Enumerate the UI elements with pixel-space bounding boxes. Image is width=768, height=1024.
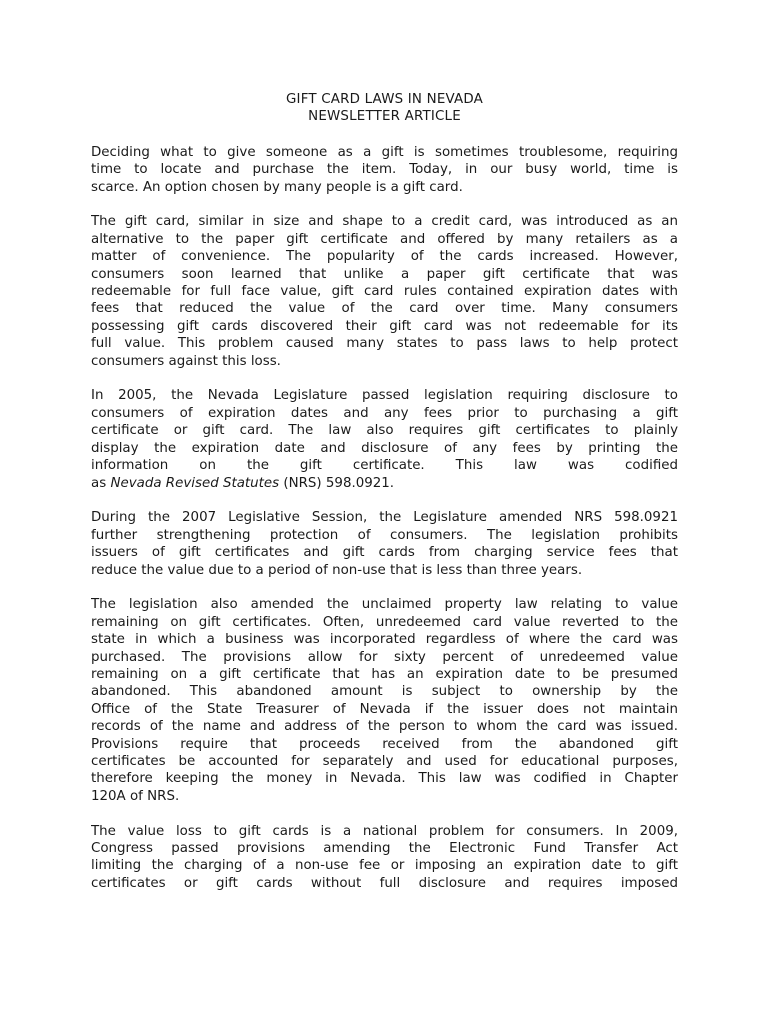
paragraph [91,509,678,579]
text-line: Congress passed provisions amending the Electronic Fund Transfer Act [91,840,678,856]
text-line: records of the name and address of the person to whom the card was issued. [91,719,678,735]
paragraph [91,387,678,491]
text-fragment: as [91,475,111,491]
text-line: certificate or gift card. The law also requires gift certificates to plainly [91,423,678,439]
text-line: limiting the charging of a non-use fee or imposing an expiration date to gift [91,858,678,874]
text-line: remaining on a gift certificate that has an expiration date to be presumed [91,666,678,682]
paragraph [91,596,678,805]
text-line: state in which a business was incorporated regardless of where the card was [91,632,678,648]
text-line: redeemable for full face value, gift card rules contained expiration dates with [91,284,678,300]
text-line: Office of the State Treasurer of Nevada if the issuer does not maintain [91,701,678,717]
text-line: certificates be accounted for separately and used for educational purposes, [91,753,678,769]
text-line: display the expiration date and disclosure of any fees by printing the [91,440,678,456]
title-line-2: NEWSLETTER ARTICLE [308,109,461,125]
text-line: further strengthening protection of consumers. The legislation prohibits [91,527,678,543]
text-line: The gift card, similar in size and shape to a credit card, was introduced as an [91,214,678,230]
text-line: reduce the value due to a period of non-use that is less than three years. [91,562,583,578]
text-line: abandoned. This abandoned amount is subject to ownership by the [91,684,678,700]
document-title [91,91,678,126]
text-line: fees that reduced the value of the card over time. Many consumers [91,301,678,317]
text-line: remaining on gift certificates. Often, unredeemed card value reverted to the [91,614,678,630]
title-line-1: GIFT CARD LAWS IN NEVADA [285,92,483,107]
text-line: scarce. An option chosen by many people is a gift card. [91,179,463,195]
text-line: consumers soon learned that unlike a paper gift certificate that was [91,266,678,282]
text-line: matter of convenience. The popularity of the cards increased. However, [91,249,678,265]
text-line: full value. This problem caused many states to pass laws to help protect [91,336,678,352]
text-line: alternative to the paper gift certificate and offered by many retailers as a [91,231,678,247]
text-line: The value loss to gift cards is a national problem for consumers. In 2009, [91,823,678,839]
text-line: consumers of expiration dates and any fees prior to purchasing a gift [91,405,678,421]
text-line: 120A of NRS. [91,788,180,804]
statute-name: Nevada Revised Statutes [110,475,280,491]
text-line: purchased. The provisions allow for sixty percent of unredeemed value [91,649,678,665]
text-line: The legislation also amended the unclaimed property law relating to value [91,597,678,613]
paragraph [91,144,678,196]
text-line: In 2005, the Nevada Legislature passed legislation requiring disclosure to [91,388,678,404]
document-page [91,91,678,892]
text-line: certificates or gift cards without full disclosure and requires imposed [91,875,678,891]
paragraph [91,823,678,893]
text-fragment: (NRS) 598.0921. [279,475,395,491]
text-line: During the 2007 Legislative Session, the Legislature amended NRS 598.0921 [91,510,678,526]
paragraph [91,213,678,370]
text-line: consumers against this loss. [91,353,281,369]
text-line: issuers of gift certificates and gift cards from charging service fees that [91,545,678,561]
text-line: time to locate and purchase the item. Today, in our busy world, time is [91,162,678,178]
text-line: Provisions require that proceeds received from the abandoned gift [91,736,678,752]
text-line: possessing gift cards discovered their gift card was not redeemable for its [91,318,678,334]
text-line [91,475,678,492]
text-line: information on the gift certificate. This law was codified [91,458,678,474]
text-line: Deciding what to give someone as a gift is sometimes troublesome, requiring [91,144,678,160]
text-line: therefore keeping the money in Nevada. This law was codified in Chapter [91,771,678,787]
